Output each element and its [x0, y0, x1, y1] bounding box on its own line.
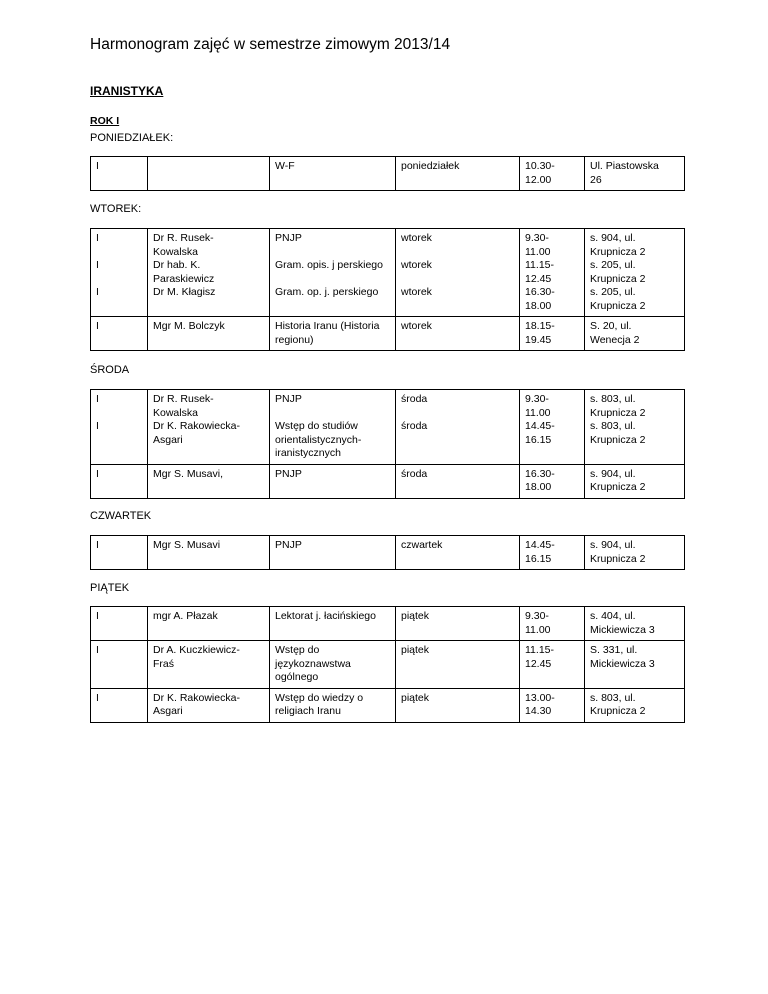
teacher-cell: Dr A. Kuczkiewicz- Fraś	[148, 641, 270, 689]
room-cell: s. 904, ul. Krupnicza 2	[585, 464, 685, 498]
table-row	[91, 229, 685, 317]
weekday-cell: wtorek	[396, 317, 520, 351]
year-cell: I	[91, 464, 148, 498]
table-row	[91, 157, 685, 191]
subject-cell: Wstęp do wiedzy o religiach Iranu	[270, 688, 396, 722]
room-cell: s. 803, ul. Krupnicza 2	[585, 688, 685, 722]
day-label-thursday: CZWARTEK	[90, 510, 152, 522]
time-cell: 10.30- 12.00	[520, 157, 585, 191]
weekday-cell: piątek	[396, 688, 520, 722]
time-cell: 9.30- 11.00 14.45- 16.15	[520, 390, 585, 465]
subject-cell: PNJP Wstęp do studiów orientalistycznych- iranistycznych	[270, 390, 396, 465]
year-cell: I	[91, 317, 148, 351]
section-title: IRANISTYKA	[90, 84, 164, 98]
teacher-cell: Dr R. Rusek- Kowalska Dr hab. K. Paraskiewicz Dr M. Kłagisz	[148, 229, 270, 317]
teacher-cell: Mgr M. Bolczyk	[148, 317, 270, 351]
teacher-cell: Dr K. Rakowiecka- Asgari	[148, 688, 270, 722]
subject-cell: Historia Iranu (Historia regionu)	[270, 317, 396, 351]
room-cell: Ul. Piastowska 26	[585, 157, 685, 191]
teacher-cell: mgr A. Płazak	[148, 607, 270, 641]
teacher-cell: Mgr S. Musavi	[148, 536, 270, 570]
schedule-table-thursday	[90, 535, 685, 570]
table-row	[91, 641, 685, 689]
subject-cell: PNJP	[270, 536, 396, 570]
room-cell: s. 404, ul. Mickiewicza 3	[585, 607, 685, 641]
weekday-cell: piątek	[396, 607, 520, 641]
subject-cell: PNJP	[270, 464, 396, 498]
year-cell: I I	[91, 390, 148, 465]
year-cell: I I I	[91, 229, 148, 317]
page-title: Harmonogram zajęć w semestrze zimowym 2013/14	[90, 36, 451, 53]
table-row	[91, 607, 685, 641]
day-label-tuesday: WTOREK:	[90, 203, 142, 215]
time-cell: 18.15- 19.45	[520, 317, 585, 351]
subject-cell: Lektorat j. łacińskiego	[270, 607, 396, 641]
day-label-friday: PIĄTEK	[90, 582, 130, 594]
time-cell: 9.30- 11.00	[520, 607, 585, 641]
room-cell: S. 20, ul. Wenecja 2	[585, 317, 685, 351]
weekday-cell: wtorek wtorek wtorek	[396, 229, 520, 317]
schedule-table-wednesday	[90, 389, 685, 499]
time-cell: 14.45- 16.15	[520, 536, 585, 570]
table-row	[91, 464, 685, 498]
weekday-cell: poniedziałek	[396, 157, 520, 191]
teacher-cell: Dr R. Rusek- Kowalska Dr K. Rakowiecka- Asgari	[148, 390, 270, 465]
year-cell: I	[91, 641, 148, 689]
subject-cell: Wstęp do językoznawstwa ogólnego	[270, 641, 396, 689]
subject-cell: PNJP Gram. opis. j perskiego Gram. op. j. perskiego	[270, 229, 396, 317]
room-cell: S. 331, ul. Mickiewicza 3	[585, 641, 685, 689]
teacher-cell: Mgr S. Musavi,	[148, 464, 270, 498]
schedule-table-monday	[90, 156, 685, 191]
table-row	[91, 536, 685, 570]
time-cell: 11.15- 12.45	[520, 641, 585, 689]
weekday-cell: czwartek	[396, 536, 520, 570]
year-cell: I	[91, 607, 148, 641]
weekday-cell: piątek	[396, 641, 520, 689]
schedule-table-friday	[90, 606, 685, 723]
table-row	[91, 688, 685, 722]
subject-cell: W-F	[270, 157, 396, 191]
day-label-monday: PONIEDZIAŁEK:	[90, 132, 174, 144]
year-cell: I	[91, 157, 148, 191]
room-cell: s. 904, ul. Krupnicza 2 s. 205, ul. Krupnicza 2 s. 205, ul. Krupnicza 2	[585, 229, 685, 317]
weekday-cell: środa	[396, 464, 520, 498]
table-row	[91, 390, 685, 465]
year-cell: I	[91, 536, 148, 570]
year-cell: I	[91, 688, 148, 722]
room-cell: s. 904, ul. Krupnicza 2	[585, 536, 685, 570]
time-cell: 16.30- 18.00	[520, 464, 585, 498]
schedule-table-tuesday	[90, 228, 685, 351]
year-title: ROK I	[90, 115, 120, 127]
weekday-cell: środa środa	[396, 390, 520, 465]
teacher-cell	[148, 157, 270, 191]
time-cell: 9.30- 11.00 11.15- 12.45 16.30- 18.00	[520, 229, 585, 317]
room-cell: s. 803, ul. Krupnicza 2 s. 803, ul. Krupnicza 2	[585, 390, 685, 465]
table-row	[91, 317, 685, 351]
day-label-wednesday: ŚRODA	[90, 364, 130, 376]
time-cell: 13.00- 14.30	[520, 688, 585, 722]
